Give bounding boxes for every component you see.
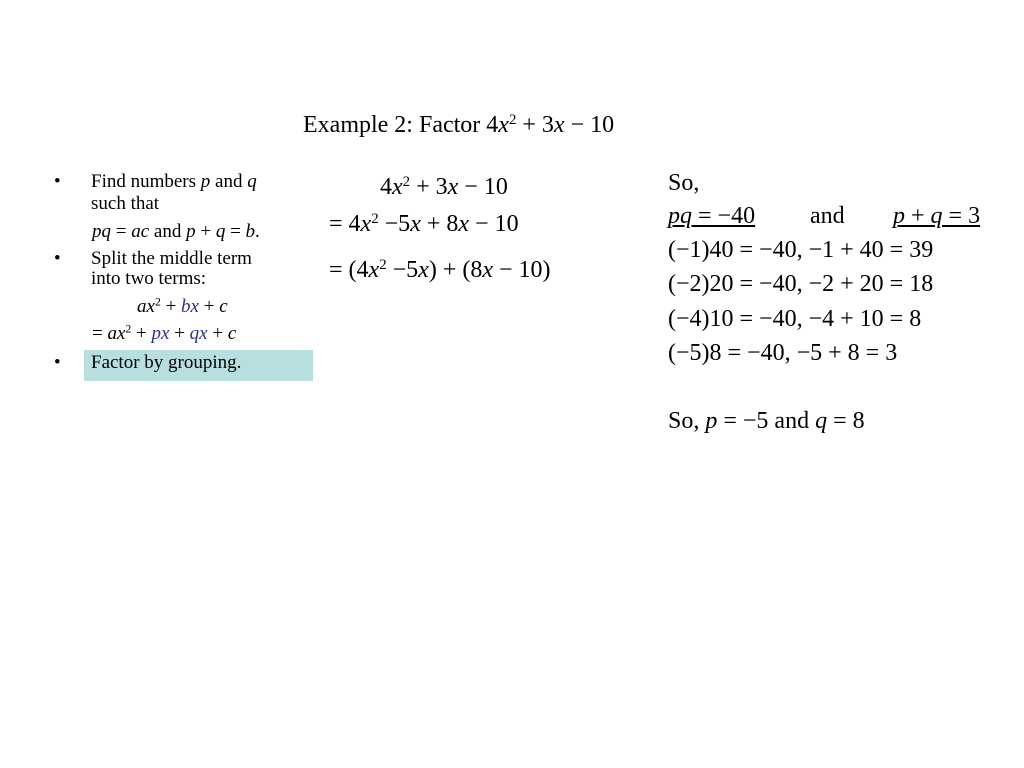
bullet-1-equation: pq = ac and p + q = b. — [92, 221, 260, 242]
title-text-mid: + 3 — [516, 112, 554, 138]
bullet-2-expression-2: = $ax^2$ + px + qx + c — [92, 322, 237, 344]
bullet-2-expression-1: $ax^2$ + bx + c — [137, 295, 228, 317]
title-text-prefix: Example 2: Factor 4 — [303, 112, 499, 138]
bullet-2-line-1: Split the middle term — [91, 248, 252, 269]
term-px: px — [151, 323, 170, 344]
bullet-1-line-2: such that — [91, 193, 160, 214]
slide-title — [303, 112, 614, 139]
right-conclusion: So, p = −5 and q = 8 — [668, 408, 865, 434]
bullet-dot: • — [54, 171, 61, 192]
bullet-dot: • — [54, 248, 61, 269]
bullet-2-line-2: into two terms: — [91, 268, 207, 289]
right-so: So, — [668, 170, 700, 196]
term-bx: bx — [181, 296, 199, 317]
title-text-end: − 10 — [564, 112, 615, 138]
term-qx: qx — [189, 323, 208, 344]
bullet-1-line-1: Find numbers p and q — [91, 171, 257, 192]
variable-p: p — [200, 171, 211, 192]
title-variable-x: x — [498, 112, 509, 138]
middle-line-1: $4x^2 + 3x - 10$ — [380, 173, 508, 200]
right-condition-sum: p + q = 3 — [893, 203, 981, 229]
factor-row-1: (−1)40 = −40, −1 + 40 = 39 — [668, 237, 934, 263]
title-variable-x: x — [553, 112, 565, 138]
right-condition-and: and — [810, 203, 845, 229]
right-condition-pq: pq = −40 — [668, 203, 756, 229]
middle-line-2: = $4x^2 -5x + 8x - 10$ — [329, 210, 519, 237]
title-exponent: 2 — [508, 111, 517, 128]
factor-row-3: (−4)10 = −40, −4 + 10 = 8 — [668, 306, 922, 332]
factor-row-4: (−5)8 = −40, −5 + 8 = 3 — [668, 340, 898, 366]
middle-line-3: = $(4x^2 -5x) + (8x - 10)$ — [329, 256, 551, 283]
bullet-3-text: Factor by grouping. — [91, 352, 242, 373]
bullet-dot: • — [54, 352, 61, 373]
factor-row-2: (−2)20 = −40, −2 + 20 = 18 — [668, 271, 934, 297]
variable-q: q — [247, 171, 257, 192]
